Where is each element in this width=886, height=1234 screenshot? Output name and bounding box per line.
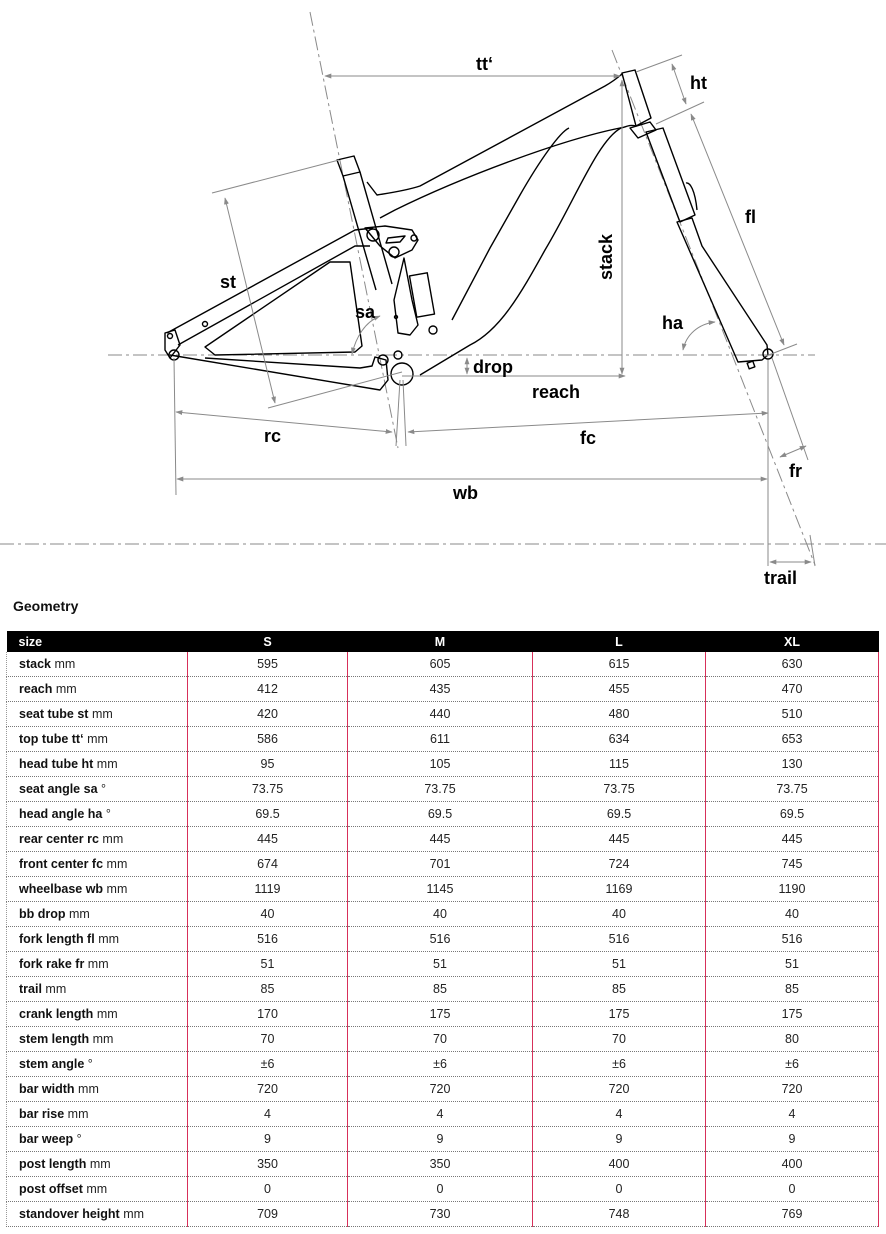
ht-ext-top [636,55,682,72]
row-label [7,977,188,1002]
row-label-name: seat tube st [19,707,89,721]
row-label-unit: ° [105,807,111,821]
rocker-pivot-2 [389,247,399,257]
row-label-unit: mm [67,1107,89,1121]
row-label-name: fork length fl [19,932,95,946]
cell-m: 175 [348,1002,533,1027]
row-label [7,1177,188,1202]
row-label-name: bar width [19,1082,75,1096]
row-label [7,1152,188,1177]
cell-xl: 745 [706,852,879,877]
st-ext-top [212,160,339,193]
rc-dimension [176,412,392,432]
row-label-unit: mm [106,882,128,896]
label-ht: ht [690,73,707,93]
table-row [7,877,879,902]
cell-l: 0 [533,1177,706,1202]
table-row [7,777,879,802]
cell-l: 615 [533,652,706,677]
cell-s: 1119 [188,877,348,902]
table-row [7,802,879,827]
cell-s: 350 [188,1152,348,1177]
row-label [7,1002,188,1027]
row-label-name: reach [19,682,53,696]
row-label-unit: mm [54,657,76,671]
cell-s: 73.75 [188,777,348,802]
cell-s: 40 [188,902,348,927]
label-rc: rc [264,426,282,446]
cell-xl: 0 [706,1177,879,1202]
row-label [7,677,188,702]
cell-l: 634 [533,727,706,752]
cell-l: 748 [533,1202,706,1227]
row-label [7,702,188,727]
table-row [7,902,879,927]
cell-xl: 720 [706,1077,879,1102]
row-label [7,852,188,877]
row-label [7,952,188,977]
cell-xl: 130 [706,752,879,777]
bike-geometry-diagram [0,0,886,590]
row-label-name: head tube ht [19,757,94,771]
table-row [7,1102,879,1127]
table-row [7,752,879,777]
cell-s: 445 [188,827,348,852]
label-stack: stack [596,233,616,280]
cell-m: 0 [348,1177,533,1202]
cell-l: 69.5 [533,802,706,827]
row-label-unit: mm [86,1182,108,1196]
row-label-name: head angle ha [19,807,103,821]
cell-s: 420 [188,702,348,727]
cell-m: 435 [348,677,533,702]
table-row [7,677,879,702]
cell-s: 412 [188,677,348,702]
cell-xl: 510 [706,702,879,727]
fork-stanchion [646,128,695,222]
cell-xl: 4 [706,1102,879,1127]
cell-xl: ±6 [706,1052,879,1077]
table-row [7,952,879,977]
label-st: st [220,272,237,292]
row-label-unit: mm [98,932,120,946]
row-label [7,927,188,952]
row-label-name: seat angle sa [19,782,98,796]
section-title: Geometry [13,598,79,614]
label-tt: tt‘ [476,54,493,74]
row-label-unit: mm [45,982,67,996]
cell-m: 440 [348,702,533,727]
label-reach: reach [532,382,581,402]
column-header-l: L [533,631,706,652]
table-row [7,1127,879,1152]
row-label [7,652,188,677]
cell-s: 674 [188,852,348,877]
table-row [7,652,879,677]
cell-xl: 73.75 [706,777,879,802]
label-fc: fc [580,428,597,448]
cell-s: 85 [188,977,348,1002]
cell-s: 0 [188,1177,348,1202]
cell-m: 51 [348,952,533,977]
cell-s: 70 [188,1027,348,1052]
cell-m: 701 [348,852,533,877]
row-label [7,1052,188,1077]
cell-m: 350 [348,1152,533,1177]
rear-shock [394,258,418,335]
table-row [7,827,879,852]
row-label [7,1077,188,1102]
bb-ext-2 [403,380,406,446]
row-label-unit: mm [87,732,108,746]
row-label-unit: mm [102,832,124,846]
table-row [7,1202,879,1227]
shock-body [409,273,434,317]
cell-xl: 769 [706,1202,879,1227]
bb-ext-1 [396,380,400,446]
cell-s: 586 [188,727,348,752]
rocker-pivot [367,229,379,241]
cell-xl: 80 [706,1027,879,1052]
cell-m: 9 [348,1127,533,1152]
table-row [7,977,879,1002]
row-label-unit: mm [92,1032,114,1046]
column-header-size: size [7,631,188,652]
table-row [7,727,879,752]
trail-ext [810,535,815,566]
row-label-unit: ° [101,782,106,796]
cell-xl: 470 [706,677,879,702]
dropout-eyelet [168,334,173,339]
cell-l: 516 [533,927,706,952]
label-trail: trail [764,568,798,588]
cell-l: 455 [533,677,706,702]
cell-xl: 516 [706,927,879,952]
table-row [7,852,879,877]
cell-s: 4 [188,1102,348,1127]
geometry-table [6,631,879,1227]
column-header-xl: XL [706,631,879,652]
bike-frame [165,70,773,390]
cell-m: 4 [348,1102,533,1127]
cell-l: 445 [533,827,706,852]
row-label [7,902,188,927]
label-drop: drop [473,357,513,377]
ha-arc [683,322,715,350]
cell-l: 115 [533,752,706,777]
rear-axle-ext [174,358,176,495]
head-tube [622,70,651,126]
cell-l: 720 [533,1077,706,1102]
row-label-name: post length [19,1157,87,1171]
row-label-name: standover height [19,1207,120,1221]
st-ext-bottom [268,372,402,408]
cell-m: 105 [348,752,533,777]
table-row [7,1152,879,1177]
cell-l: 480 [533,702,706,727]
label-sa: sa [355,302,376,322]
row-label-name: stem length [19,1032,90,1046]
table-header-row [7,631,879,652]
row-label-unit: mm [96,757,118,771]
row-label-unit: mm [106,857,128,871]
row-label-unit: ° [87,1057,93,1071]
cell-xl: 85 [706,977,879,1002]
row-label-unit: ° [76,1132,82,1146]
rocker-slot [386,236,405,243]
cell-m: 69.5 [348,802,533,827]
table-row [7,1027,879,1052]
cell-l: 51 [533,952,706,977]
row-label-unit: mm [123,1207,145,1221]
cell-s: 720 [188,1077,348,1102]
cell-s: 95 [188,752,348,777]
label-fl: fl [745,207,756,227]
cell-xl: 630 [706,652,879,677]
row-label-name: fork rake fr [19,957,85,971]
fr-ext [772,358,808,460]
cell-l: ±6 [533,1052,706,1077]
cell-xl: 445 [706,827,879,852]
row-label-unit: mm [89,1157,111,1171]
cell-m: 85 [348,977,533,1002]
row-label [7,752,188,777]
row-label-name: front center fc [19,857,104,871]
row-label-unit: mm [87,957,109,971]
table-row [7,1052,879,1077]
cell-l: 40 [533,902,706,927]
cell-xl: 400 [706,1152,879,1177]
cell-l: 9 [533,1127,706,1152]
label-ha: ha [662,313,684,333]
column-header-m: M [348,631,533,652]
row-label-name: bar rise [19,1107,65,1121]
row-label-unit: mm [69,907,90,921]
fork-lower [677,218,768,362]
st-dimension [225,198,275,403]
cell-xl: 51 [706,952,879,977]
cell-m: 70 [348,1027,533,1052]
row-label-name: rear center rc [19,832,99,846]
top-tube [367,74,622,195]
row-label-name: wheelbase wb [19,882,104,896]
row-label [7,877,188,902]
cell-m: 40 [348,902,533,927]
down-tube-back [452,128,569,320]
cell-xl: 1190 [706,877,879,902]
dimension-lines [174,55,815,566]
row-label-name: stem angle [19,1057,85,1071]
table-row [7,1077,879,1102]
cell-s: 595 [188,652,348,677]
cell-m: 720 [348,1077,533,1102]
cell-l: 4 [533,1102,706,1127]
cell-s: 9 [188,1127,348,1152]
row-label [7,827,188,852]
cell-s: 170 [188,1002,348,1027]
top-tube-lower [380,125,636,218]
cell-l: 85 [533,977,706,1002]
table-row [7,1002,879,1027]
cell-xl: 9 [706,1127,879,1152]
cell-m: 445 [348,827,533,852]
cell-m: 1145 [348,877,533,902]
cell-xl: 653 [706,727,879,752]
cell-m: 73.75 [348,777,533,802]
row-label [7,1202,188,1227]
table-row [7,1177,879,1202]
cell-l: 73.75 [533,777,706,802]
cell-l: 175 [533,1002,706,1027]
cell-m: 611 [348,727,533,752]
label-wb: wb [453,483,478,503]
cell-s: 69.5 [188,802,348,827]
fork-tip [747,361,755,369]
table-row [7,702,879,727]
cell-l: 724 [533,852,706,877]
row-label-name: trail [19,982,42,996]
shock-mount [429,326,437,334]
row-label-name: top tube tt‘ [19,732,84,746]
cell-l: 1169 [533,877,706,902]
row-label-unit: mm [96,1007,118,1021]
cell-m: 516 [348,927,533,952]
row-label [7,1027,188,1052]
ht-ext-bottom [656,102,704,124]
seat-stay [167,228,373,345]
cell-xl: 40 [706,902,879,927]
row-label-unit: mm [78,1082,99,1096]
column-header-s: S [188,631,348,652]
cell-s: 516 [188,927,348,952]
row-label [7,727,188,752]
cell-s: ±6 [188,1052,348,1077]
row-label [7,802,188,827]
row-label-name: bb drop [19,907,66,921]
cell-l: 400 [533,1152,706,1177]
label-fr: fr [789,461,802,481]
row-label-name: stack [19,657,51,671]
row-label-name: crank length [19,1007,94,1021]
row-label-name: post offset [19,1182,83,1196]
seat-tube [337,156,360,176]
cell-s: 51 [188,952,348,977]
cell-m: ±6 [348,1052,533,1077]
cell-m: 605 [348,652,533,677]
cell-s: 709 [188,1202,348,1227]
fl-dimension [691,114,784,345]
reference-lines [0,12,886,565]
ht-dimension [672,64,686,104]
cell-m: 730 [348,1202,533,1227]
table-row [7,927,879,952]
cell-l: 70 [533,1027,706,1052]
rack-mount [203,322,208,327]
row-label-unit: mm [91,707,113,721]
row-label-unit: mm [55,682,77,696]
row-label [7,777,188,802]
row-label [7,1127,188,1152]
row-label [7,1102,188,1127]
fr-dimension [780,446,806,457]
cell-xl: 69.5 [706,802,879,827]
down-tube-front [420,128,621,375]
cell-xl: 175 [706,1002,879,1027]
row-label-name: bar weep [19,1132,74,1146]
